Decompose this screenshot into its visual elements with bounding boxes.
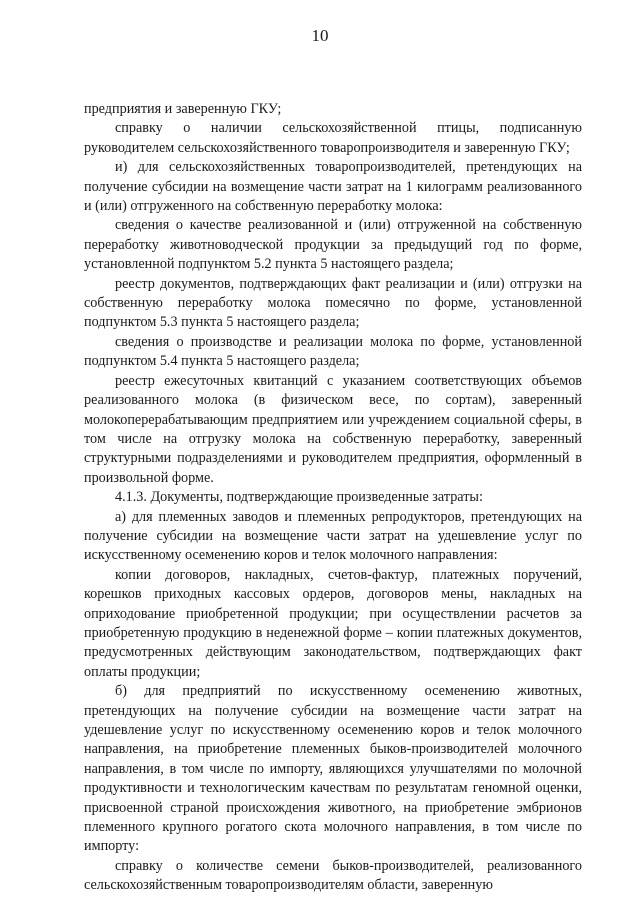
paragraph: справку о количестве семени быков-производителей, реализованного сельскохозяйственным товаропроизводителям области, заверенную [84,857,582,894]
document-body [84,100,582,896]
paragraph: сведения о производстве и реализации молока по форме, установленной подпунктом 5.4 пункта 5 настоящего раздела; [84,333,582,370]
paragraph: а) для племенных заводов и племенных репродукторов, претендующих на получение субсидии на возмещение части затрат на удешевление услуг по искусственному осеменению коров и телок молочного направления: [84,508,582,564]
page-number: 10 [311,26,329,45]
paragraph: копии договоров, накладных, счетов-фактур, платежных поручений, корешков приходных кассовых ордеров, договоров мены, накладных на оприходование приобретенной продукции; при осуществлении расчетов за приобретенную продукцию в неденежной форме – копии платежных документов, предусмотренных действующим законодательством, подтверждающих факт оплаты продукции; [84,566,582,680]
paragraph: и) для сельскохозяйственных товаропроизводителей, претендующих на получение субсидии на возмещение части затрат на 1 килограмм реализованного и (или) отгруженного на собственную переработку молока: [84,159,582,215]
paragraph: реестр документов, подтверждающих факт реализации и (или) отгрузки на собственную переработку молока помесячно по форме, установленной подпунктом 5.3 пункта 5 настоящего раздела; [84,275,582,331]
paragraph: реестр ежесуточных квитанций с указанием соответствующих объемов реализованного молока (в физическом весе, по сортам), заверенный молокоперерабатывающим предприятием или учреждением социальной сферы, в том числе на отгрузку молока на собственную переработку, заверенный структурными подразделениями и руководителем предприятия, оформленный в произвольной форме. [84,372,582,486]
paragraph: предприятия и заверенную ГКУ; [84,101,282,117]
paragraph: б) для предприятий по искусственному осеменению животных, претендующих на получение субсидии на возмещение части затрат на удешевление услуг по искусственному осеменению коров и телок молочного направления, на приобретение племенных быков-производителей молочного направления, в том числе по импорту, являющихся улучшателями по молочной продуктивности и технологическим качествам по результатам геномной оценки, присвоенной страной происхождения животного, на приобретение эмбрионов племенного крупного рогатого скота молочного направления, в том числе по импорту: [84,683,582,855]
paragraph: справку о наличии сельскохозяйственной птицы, подписанную руководителем сельскохозяйственного товаропроизводителя и заверенную ГКУ; [84,120,582,156]
section-heading: 4.1.3. Документы, подтверждающие произведенные затраты: [115,489,483,506]
paragraph: сведения о качестве реализованной и (или) отгруженной на собственную переработку животноводческой продукции за предыдущий год по форме, установленной подпунктом 5.2 пункта 5 настоящего раздела; [84,217,582,273]
